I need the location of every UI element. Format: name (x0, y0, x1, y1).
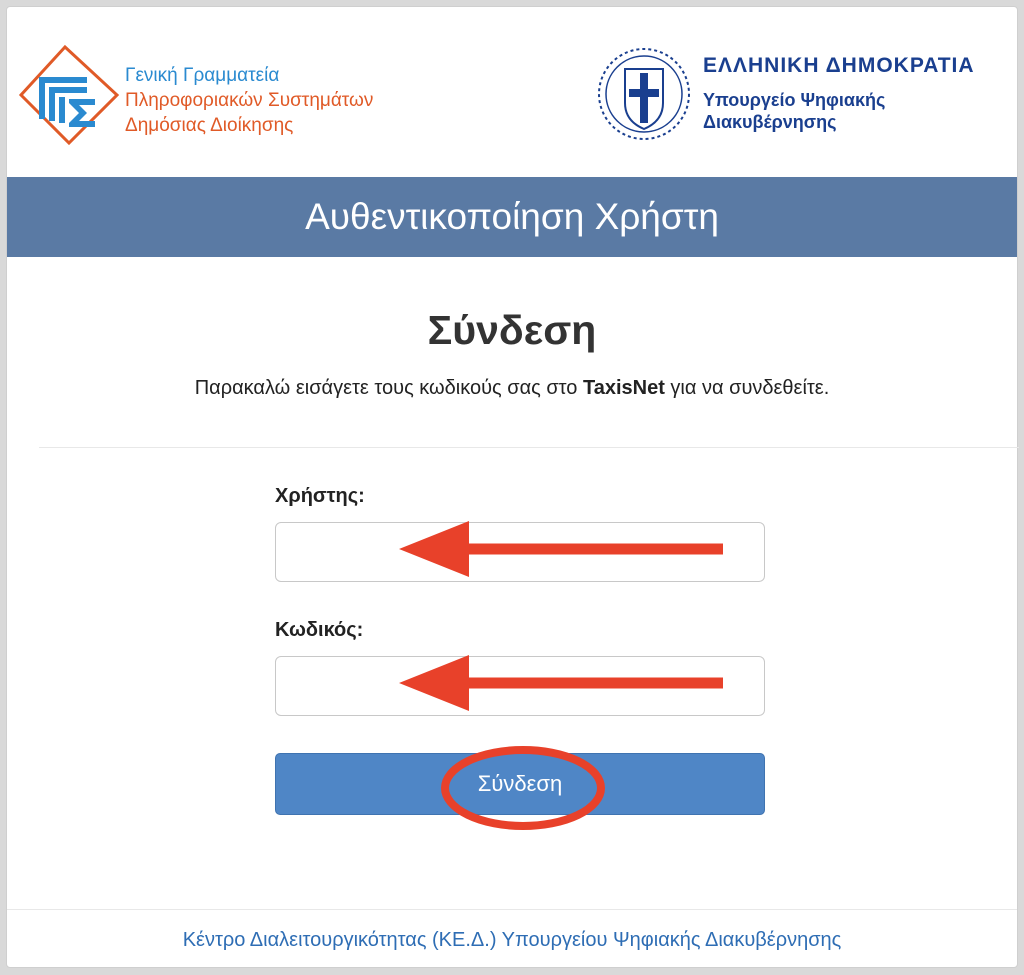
page-header (7, 7, 1017, 177)
gov-line3: Διακυβέρνησης (703, 112, 837, 132)
gov-title (703, 51, 975, 133)
red-circle-icon (439, 744, 607, 832)
subtitle-post: για να συνδεθείτε. (664, 377, 830, 399)
subtitle-taxisnet: TaxisNet (582, 377, 665, 399)
footer-link[interactable]: Κέντρο Διαλειτουργικότητας (ΚΕ.Δ.) Υπουργείου Ψηφιακής Διακυβέρνησης (182, 929, 842, 951)
footer-divider (7, 909, 1017, 910)
red-arrow-icon (397, 519, 727, 579)
gov-line1: ΕΛΛΗΝΙΚΗ ΔΗΜΟΚΡΑΤΙΑ (703, 54, 975, 77)
gsis-line3: Δημόσιας Διοίκησης (125, 115, 294, 136)
gsis-logo-icon (17, 43, 121, 147)
gsis-line2: Πληροφοριακών Συστημάτων (125, 90, 374, 111)
gsis-title (125, 63, 373, 138)
page-banner: Αυθεντικοποίηση Χρήστη (7, 177, 1017, 257)
gsis-line1: Γενική Γραμματεία (125, 65, 280, 86)
red-arrow-icon (397, 653, 727, 713)
password-label: Κωδικός: (275, 619, 364, 641)
login-subtitle (7, 377, 1017, 400)
username-label: Χρήστης: (275, 485, 365, 507)
login-button[interactable]: Σύνδεση (275, 753, 765, 815)
divider (39, 447, 1019, 448)
login-heading: Σύνδεση (427, 307, 597, 353)
subtitle-pre: Παρακαλώ εισάγετε τους κωδικούς σας στο (194, 377, 583, 399)
greek-emblem-icon (595, 45, 693, 143)
gov-line2: Υπουργείο Ψηφιακής (703, 90, 886, 110)
login-card (6, 6, 1018, 968)
